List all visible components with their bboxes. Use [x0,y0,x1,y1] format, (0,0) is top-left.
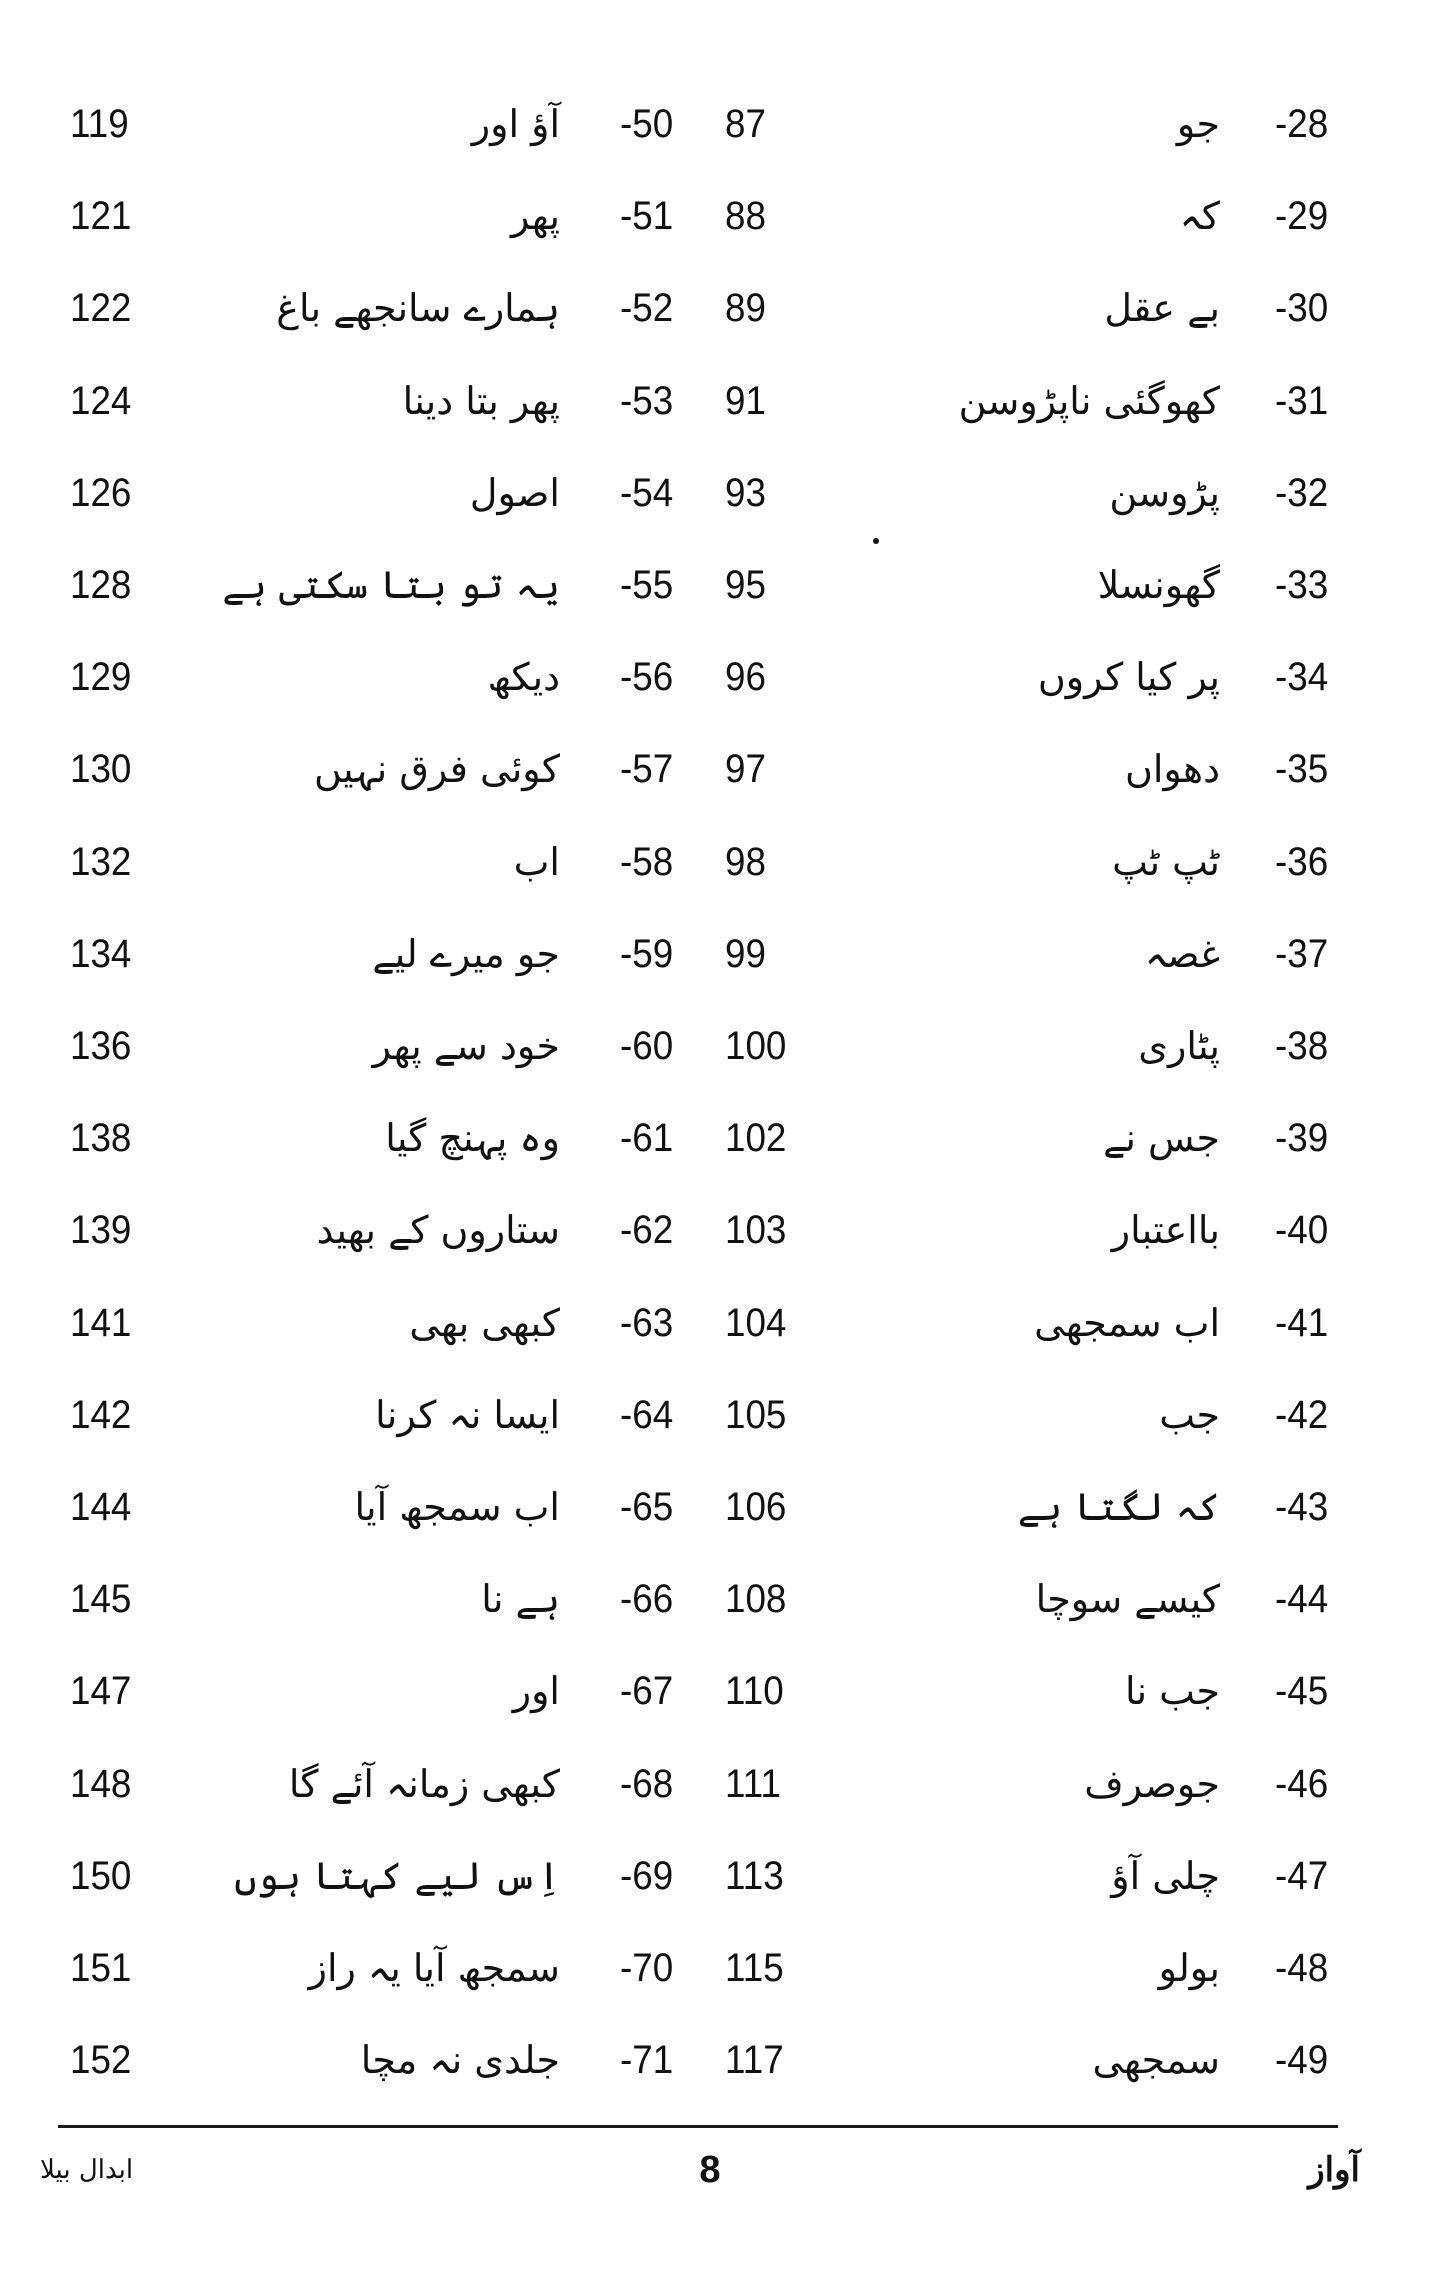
left-entry-number: -63 [620,1300,674,1345]
left-entry-number: -60 [620,1024,674,1068]
left-entry-title: پھر [510,194,560,239]
left-entry-page: 152 [70,2038,132,2083]
left-entry-page: 151 [70,1946,132,1990]
right-entry-page: 97 [725,747,766,792]
right-entry-title: بولو [1158,1946,1220,1990]
left-entry-page: 122 [70,286,132,331]
right-entry-title: بااعتبار [1111,1208,1220,1253]
right-entry-number: -36 [1275,839,1329,884]
toc-row [0,723,1445,815]
toc-row [0,908,1445,1000]
left-entry-page: 119 [70,102,129,146]
left-entry-page: 141 [70,1300,132,1345]
left-entry-number: -56 [620,655,674,700]
right-entry-title: پڑوسن [1109,470,1220,515]
right-entry-number: -46 [1275,1761,1329,1806]
toc-row [0,2014,1445,2106]
toc-row [0,170,1445,262]
left-entry-number: -70 [620,1946,674,1990]
right-entry-title: پر کیا کروں [1037,655,1220,700]
right-entry-title: پٹاری [1138,1024,1220,1068]
left-entry-title: سمجھ آیا یہ راز [308,1946,560,1990]
right-entry-number: -35 [1275,747,1329,792]
left-entry-number: -55 [620,563,674,607]
left-entry-number: -59 [620,931,674,976]
toc-row [0,355,1445,447]
left-entry-title: جو میرے لیے [372,931,560,976]
left-entry-title: اب سمجھ آیا [354,1485,560,1529]
left-entry-number: -54 [620,470,674,515]
right-entry-title: کھوگئی ناپڑوسن [958,378,1220,423]
right-entry-title: اب سمجھی [1034,1300,1220,1345]
right-entry-number: -28 [1275,102,1329,146]
right-entry-number: -38 [1275,1024,1329,1068]
right-entry-page: 110 [725,1669,784,1714]
right-entry-title: کیسے سوچا [1035,1577,1220,1622]
left-entry-title: کبھی زمانہ آئے گا [288,1761,560,1806]
footer-book-title: آواز [1308,2150,1360,2190]
left-entry-title: خود سے پھر [372,1024,560,1068]
toc-row [0,1369,1445,1461]
toc-row [0,1092,1445,1184]
left-entry-page: 142 [70,1392,132,1437]
left-entry-title: دیکھ [487,655,560,700]
right-entry-number: -39 [1275,1116,1329,1161]
right-entry-page: 111 [725,1761,781,1806]
right-entry-number: -47 [1275,1853,1329,1898]
left-entry-page: 144 [70,1485,132,1529]
right-entry-title: گھونسلا [1097,563,1220,607]
left-entry-page: 139 [70,1208,132,1253]
left-entry-number: -50 [620,102,674,146]
right-entry-title: جو [1176,102,1220,146]
right-entry-number: -48 [1275,1946,1329,1990]
toc-row [0,631,1445,723]
right-entry-number: -49 [1275,2038,1329,2083]
stray-dot [873,538,879,544]
left-entry-number: -58 [620,839,674,884]
toc-row [0,1000,1445,1092]
page-number: 8 [699,2149,721,2191]
right-entry-number: -40 [1275,1208,1329,1253]
right-entry-number: -37 [1275,931,1329,976]
left-entry-page: 136 [70,1024,132,1068]
right-entry-page: 113 [725,1853,784,1898]
left-entry-page: 148 [70,1761,132,1806]
toc-row [0,816,1445,908]
left-entry-page: 128 [70,563,132,607]
right-entry-page: 108 [725,1577,787,1622]
left-entry-page: 138 [70,1116,132,1161]
left-entry-title: آؤ اور [471,102,560,146]
left-entry-number: -66 [620,1577,674,1622]
right-entry-title: کہ لگتا ہے [1017,1485,1220,1529]
right-entry-title: جب [1159,1392,1220,1437]
left-entry-page: 124 [70,378,132,423]
toc-row [0,539,1445,631]
left-entry-number: -67 [620,1669,674,1714]
left-entry-title: اور [512,1669,560,1714]
right-entry-page: 106 [725,1485,787,1529]
left-entry-title: ہے نا [481,1577,560,1622]
left-entry-page: 130 [70,747,132,792]
left-entry-page: 132 [70,839,132,884]
right-entry-page: 102 [725,1116,787,1161]
right-entry-number: -32 [1275,470,1329,515]
right-entry-page: 88 [725,194,766,239]
right-entry-title: کہ [1179,194,1220,239]
left-entry-title: ہمارے سانجھے باغ [276,286,560,331]
left-entry-title: کوئی فرق نہیں [314,747,560,792]
right-entry-page: 91 [725,378,766,423]
left-entry-number: -57 [620,747,674,792]
right-entry-number: -30 [1275,286,1329,331]
toc-row [0,1553,1445,1645]
right-entry-number: -41 [1275,1300,1329,1345]
right-entry-number: -29 [1275,194,1329,239]
left-entry-number: -52 [620,286,674,331]
right-entry-page: 117 [725,2038,784,2083]
right-entry-title: دھواں [1124,747,1220,792]
right-entry-title: غصہ [1144,931,1220,976]
left-entry-page: 134 [70,931,132,976]
left-entry-title: وہ پہنچ گیا [385,1116,560,1161]
left-entry-page: 147 [70,1669,132,1714]
left-entry-number: -53 [620,378,674,423]
right-entry-title: ٹپ ٹپ [1112,839,1220,884]
right-entry-title: جوصرف [1084,1761,1220,1806]
left-entry-number: -51 [620,194,674,239]
right-entry-page: 115 [725,1946,784,1990]
right-entry-page: 96 [725,655,766,700]
left-entry-number: -61 [620,1116,674,1161]
right-entry-page: 103 [725,1208,787,1253]
right-entry-number: -45 [1275,1669,1329,1714]
right-entry-page: 104 [725,1300,787,1345]
toc-row [0,1830,1445,1922]
left-entry-title: کبھی بھی [409,1300,560,1345]
right-entry-page: 87 [725,102,766,146]
left-entry-number: -68 [620,1761,674,1806]
toc-row [0,1184,1445,1276]
right-entry-title: جب نا [1124,1669,1220,1714]
toc-row [0,447,1445,539]
right-entry-number: -43 [1275,1485,1329,1529]
right-entry-title: چلی آؤ [1111,1853,1220,1898]
toc-row [0,1277,1445,1369]
left-entry-title: یہ تو بتا سکتی ہے [222,563,560,607]
left-entry-page: 126 [70,470,132,515]
toc-row [0,1645,1445,1737]
right-entry-page: 99 [725,931,766,976]
right-entry-title: سمجھی [1092,2038,1220,2083]
right-entry-number: -44 [1275,1577,1329,1622]
right-entry-page: 105 [725,1392,787,1437]
left-entry-title: جلدی نہ مچا [360,2038,560,2083]
left-entry-number: -69 [620,1853,674,1898]
right-entry-number: -31 [1275,378,1329,423]
toc-row [0,1461,1445,1553]
toc-row [0,78,1445,170]
right-entry-title: بے عقل [1104,286,1220,331]
right-entry-number: -33 [1275,563,1329,607]
left-entry-title: ایسا نہ کرنا [375,1392,560,1437]
left-entry-title: پھر بتا دینا [402,378,560,423]
right-entry-page: 95 [725,563,766,607]
right-entry-title: جس نے [1103,1116,1220,1161]
toc-row [0,1738,1445,1830]
left-entry-title: اِس لیے کہتا ہوں [234,1853,560,1898]
toc-row [0,262,1445,354]
footer-rule [58,2125,1338,2128]
left-entry-number: -71 [620,2038,674,2083]
left-entry-page: 121 [70,194,132,239]
right-entry-page: 98 [725,839,766,884]
left-entry-title: اب [513,839,560,884]
left-entry-page: 145 [70,1577,132,1622]
right-entry-page: 89 [725,286,766,331]
toc-row [0,1922,1445,2014]
left-entry-number: -64 [620,1392,674,1437]
left-entry-page: 129 [70,655,132,700]
left-entry-number: -62 [620,1208,674,1253]
left-entry-number: -65 [620,1485,674,1529]
right-entry-page: 93 [725,470,766,515]
left-entry-title: ستاروں کے بھید [316,1208,560,1253]
left-entry-title: اصول [469,470,560,515]
left-entry-page: 150 [70,1853,132,1898]
footer-author: ابدال بیلا [40,2155,134,2185]
right-entry-page: 100 [725,1024,787,1068]
right-entry-number: -34 [1275,655,1329,700]
right-entry-number: -42 [1275,1392,1329,1437]
